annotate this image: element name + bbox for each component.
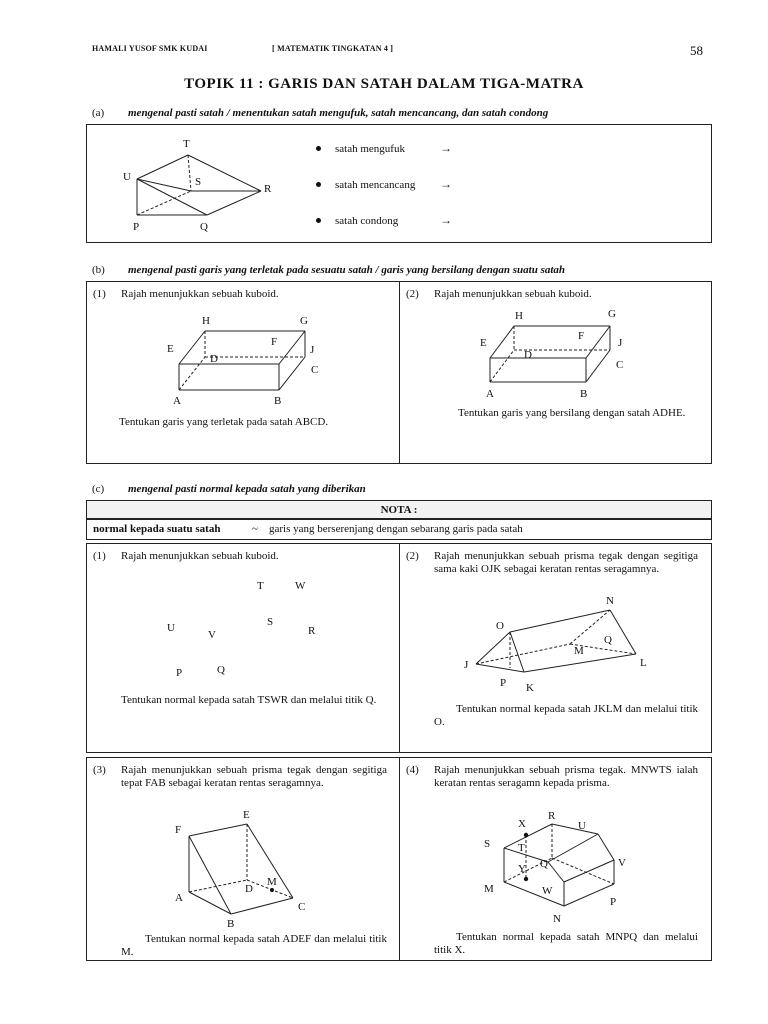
edge-BC	[231, 898, 293, 914]
label-Q: Q	[217, 664, 225, 676]
question-text: Tentukan normal kepada satah ADEF dan melalui titik M.	[121, 933, 387, 958]
bullet-text: satah mencancang	[335, 178, 416, 191]
section-a-title: mengenal pasti satah / menentukan satah mengufuk, satah mencancang, dan satah condong	[128, 107, 549, 119]
section-a-label: (a)	[92, 107, 105, 119]
page-title: TOPIK 11 : GARIS DAN SATAH DALAM TIGA-MATRA	[184, 76, 584, 92]
question-number: (3)	[93, 764, 106, 776]
edge-BC	[586, 350, 610, 382]
label-B: B	[227, 918, 235, 928]
question-text: Tentukan normal kepada satah JKLM dan melalui titik O.	[434, 703, 698, 728]
nota-definition-box	[86, 518, 712, 540]
section-c-q1-box	[86, 543, 400, 753]
question-number: (4)	[406, 764, 419, 776]
edge-US	[137, 179, 191, 191]
label-G: G	[300, 315, 308, 327]
edge-FB	[189, 836, 231, 914]
label-C: C	[616, 359, 624, 371]
section-b-q1-box	[86, 281, 400, 464]
label-N: N	[553, 913, 561, 925]
header-author: HAMALI YUSOF SMK KUDAI	[92, 44, 208, 53]
label-G: G	[608, 308, 616, 320]
prism-diagram-c3	[171, 808, 331, 928]
label-R: R	[264, 183, 272, 195]
edge-UV	[598, 834, 614, 860]
edge-TW	[548, 862, 564, 882]
label-Q: Q	[540, 858, 548, 870]
label-Q: Q	[604, 634, 612, 646]
edge-EH	[490, 326, 514, 358]
label-X: X	[518, 818, 526, 830]
section-c-q2-box	[399, 543, 712, 753]
bullet-dot	[316, 182, 321, 187]
cuboid-diagram-b1	[167, 306, 327, 406]
label-B: B	[274, 395, 282, 406]
header-subject: [ MATEMATIK TINGKATAN 4 ]	[272, 44, 394, 53]
prism-diagram-c4	[474, 810, 654, 928]
label-V: V	[208, 629, 216, 641]
label-J: J	[618, 337, 623, 349]
edge-FG	[279, 331, 305, 364]
question-number: (2)	[406, 288, 419, 300]
label-M: M	[267, 876, 277, 888]
cuboid-diagram-b2	[478, 302, 638, 402]
edge-NL	[610, 610, 636, 654]
label-N: N	[606, 596, 614, 607]
prism-diagram-a	[87, 125, 347, 242]
nota-heading: NOTA :	[87, 501, 711, 519]
bullet-dot	[316, 218, 321, 223]
nota-definition: garis yang berserenjang dengan sebarang garis pada satah	[269, 523, 523, 535]
nota-term: normal kepada suatu satah	[93, 523, 221, 535]
label-W: W	[542, 885, 553, 897]
prism-diagram-c2	[450, 596, 670, 696]
label-T: T	[183, 138, 190, 150]
label-M: M	[484, 883, 494, 895]
bullet-mencancang	[316, 177, 452, 192]
nota-tilde: ~	[252, 523, 258, 535]
question-intro: Rajah menunjukkan sebuah prisma tegak dengan segitiga tepat FAB sebagai keratan rentas seragamnya.	[121, 764, 387, 789]
hidden-edge-AD	[179, 357, 205, 390]
label-Q: Q	[200, 221, 208, 233]
section-c-label: (c)	[92, 483, 105, 495]
cuboid-diagram-c1	[147, 572, 347, 682]
point-M	[270, 888, 274, 892]
label-P: P	[610, 896, 617, 908]
label-L: L	[640, 657, 647, 669]
bullet-mengufuk	[316, 141, 452, 156]
hidden-edge-TS	[188, 155, 191, 191]
section-b-label: (b)	[92, 264, 105, 276]
label-S: S	[484, 838, 491, 850]
edge-TU	[137, 155, 188, 179]
label-J: J	[464, 659, 469, 671]
label-H: H	[515, 310, 523, 322]
hidden-edge-QP	[552, 858, 614, 884]
hidden-edge-AD	[490, 350, 514, 382]
edge-JK	[476, 664, 524, 672]
question-text: Tentukan garis yang terletak pada satah ABCD.	[119, 416, 329, 428]
label-A: A	[175, 892, 183, 904]
label-U: U	[167, 622, 175, 634]
page-number: 58	[690, 43, 703, 58]
section-b-title: mengenal pasti garis yang terletak pada sesuatu satah / garis yang bersilang dengan suatu satah	[128, 264, 566, 276]
label-H: H	[202, 315, 210, 327]
section-c-q4-box	[399, 757, 712, 961]
label-C: C	[298, 901, 306, 913]
label-T: T	[257, 580, 264, 592]
label-J: J	[310, 344, 315, 356]
label-Y: Y	[518, 863, 526, 875]
label-R: R	[308, 625, 316, 637]
edge-EH	[179, 331, 205, 364]
edge-WV	[564, 860, 614, 882]
bullet-text: satah mengufuk	[335, 142, 405, 155]
label-S: S	[267, 616, 274, 628]
label-A: A	[486, 388, 494, 400]
label-T: T	[518, 842, 525, 854]
question-intro: Rajah menunjukkan sebuah prisma tegak. MNWTS ialah keratan rentas seragamn kepada prisma.	[434, 764, 698, 789]
arrow-icon: →	[440, 177, 452, 191]
label-C: C	[311, 364, 319, 376]
label-B: B	[580, 388, 588, 400]
label-U: U	[123, 171, 131, 183]
label-U: U	[578, 820, 586, 832]
label-D: D	[210, 353, 218, 365]
edge-RU	[552, 824, 598, 834]
label-P: P	[500, 677, 507, 689]
question-number: (2)	[406, 550, 419, 562]
edge-OK	[510, 632, 524, 672]
label-E: E	[480, 337, 487, 349]
question-intro: Rajah menunjukkan sebuah kuboid.	[434, 288, 592, 300]
bullet-dot	[316, 146, 321, 151]
label-E: E	[167, 343, 174, 355]
edge-BC	[279, 357, 305, 390]
point-X	[524, 833, 528, 837]
edge-MN	[504, 882, 564, 906]
edge-ON	[510, 610, 610, 632]
label-F: F	[578, 330, 585, 342]
label-F: F	[271, 336, 278, 348]
question-text: Tentukan garis yang bersilang dengan satah ADHE.	[458, 407, 686, 419]
edge-WU-top	[548, 834, 598, 862]
bullet-condong	[316, 213, 452, 228]
section-a-box	[86, 124, 712, 243]
label-P: P	[176, 667, 183, 679]
point-Y	[524, 877, 528, 881]
bullet-text: satah condong	[335, 214, 399, 227]
question-intro: Rajah menunjukkan sebuah kuboid.	[121, 288, 279, 300]
label-K: K	[526, 682, 534, 694]
section-c-q3-box	[86, 757, 400, 961]
edge-ST	[504, 824, 552, 848]
label-M: M	[574, 645, 584, 657]
label-E: E	[243, 809, 250, 821]
label-V: V	[618, 857, 626, 869]
section-b-q2-box	[399, 281, 712, 464]
question-text: Tentukan normal kepada satah TSWR dan melalui titik Q.	[121, 694, 377, 706]
question-intro: Rajah menunjukkan sebuah kuboid.	[121, 550, 279, 562]
edge-FG	[586, 326, 610, 358]
edge-NP	[564, 884, 617, 908]
edge-FE	[189, 824, 247, 836]
label-A: A	[173, 395, 181, 406]
question-number: (1)	[93, 550, 106, 562]
edge-OJ	[476, 632, 510, 664]
arrow-icon: →	[440, 141, 452, 155]
label-F: F	[175, 824, 182, 836]
label-R: R	[548, 810, 556, 822]
label-D: D	[524, 349, 532, 361]
hidden-edge-JM	[476, 644, 570, 664]
question-text: Tentukan normal kepada satah MNPQ dan melalui titik X.	[434, 931, 698, 956]
nota-heading-box	[86, 500, 712, 520]
label-P: P	[133, 221, 140, 233]
section-c-title: mengenal pasti normal kepada satah yang diberikan	[128, 483, 366, 495]
question-intro: Rajah menunjukkan sebuah prisma tegak dengan segitiga sama kaki OJK sebagai keratan rentas seragamnya.	[434, 550, 698, 575]
question-number: (1)	[93, 288, 106, 300]
label-W: W	[295, 580, 306, 592]
arrow-icon: →	[440, 213, 452, 227]
label-D: D	[245, 883, 253, 895]
label-O: O	[496, 620, 504, 632]
edge-QR	[207, 191, 261, 215]
label-S: S	[195, 176, 202, 188]
